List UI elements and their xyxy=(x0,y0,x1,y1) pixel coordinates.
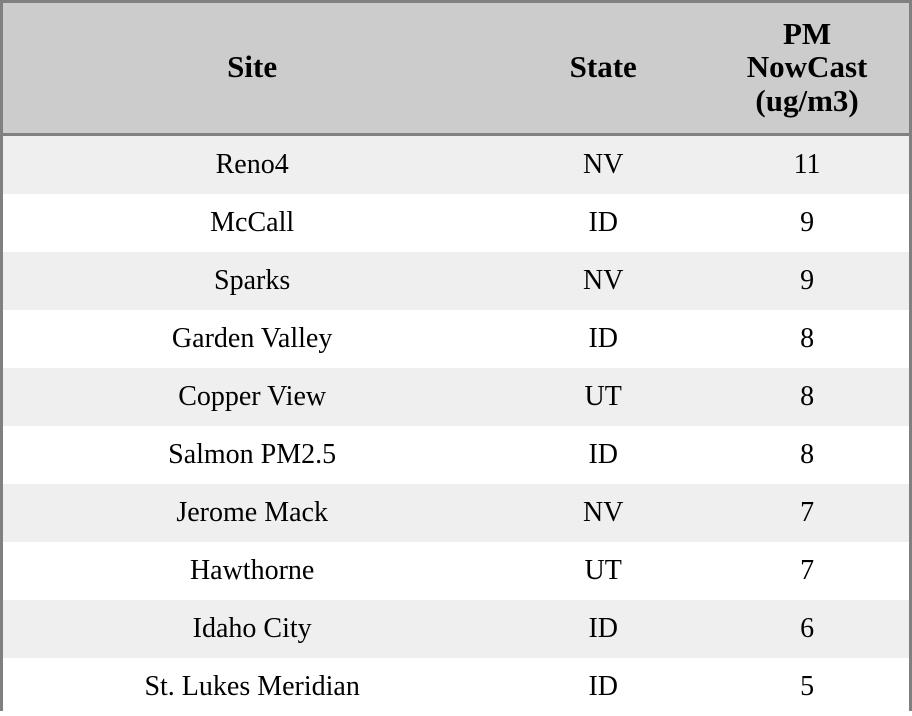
cell-site: Reno4 xyxy=(3,135,501,195)
cell-value: 7 xyxy=(705,542,909,600)
column-header-pm-nowcast xyxy=(705,3,909,135)
table-row xyxy=(3,135,909,195)
column-header-site-line-1: Site xyxy=(9,50,495,83)
cell-value: 8 xyxy=(705,426,909,484)
column-header-pm-nowcast-line-3: (ug/m3) xyxy=(711,84,903,117)
cell-value: 11 xyxy=(705,135,909,195)
column-header-state-line-1: State xyxy=(507,50,699,83)
cell-state: NV xyxy=(501,484,705,542)
table-row xyxy=(3,484,909,542)
cell-state: ID xyxy=(501,600,705,658)
cell-site: Hawthorne xyxy=(3,542,501,600)
cell-state: ID xyxy=(501,658,705,716)
cell-site: St. Lukes Meridian xyxy=(3,658,501,716)
cell-site: McCall xyxy=(3,194,501,252)
cell-value: 6 xyxy=(705,600,909,658)
table-row xyxy=(3,542,909,600)
table-row xyxy=(3,252,909,310)
table-row xyxy=(3,600,909,658)
cell-value: 8 xyxy=(705,368,909,426)
column-header-site xyxy=(3,3,501,135)
cell-site: Garden Valley xyxy=(3,310,501,368)
table-body xyxy=(3,135,909,716)
table-header xyxy=(3,3,909,135)
cell-value: 7 xyxy=(705,484,909,542)
cell-state: ID xyxy=(501,310,705,368)
table-row xyxy=(3,194,909,252)
cell-state: ID xyxy=(501,426,705,484)
column-header-state xyxy=(501,3,705,135)
table-row xyxy=(3,368,909,426)
cell-site: Copper View xyxy=(3,368,501,426)
cell-site: Jerome Mack xyxy=(3,484,501,542)
table-row xyxy=(3,658,909,716)
cell-state: UT xyxy=(501,542,705,600)
cell-value: 5 xyxy=(705,658,909,716)
pm-nowcast-table xyxy=(3,3,909,716)
cell-site: Idaho City xyxy=(3,600,501,658)
cell-state: UT xyxy=(501,368,705,426)
column-header-pm-nowcast-line-1: PM xyxy=(711,17,903,50)
cell-value: 9 xyxy=(705,194,909,252)
cell-value: 9 xyxy=(705,252,909,310)
cell-state: NV xyxy=(501,135,705,195)
table-row xyxy=(3,310,909,368)
cell-site: Sparks xyxy=(3,252,501,310)
cell-state: NV xyxy=(501,252,705,310)
table-row xyxy=(3,426,909,484)
column-header-pm-nowcast-line-2: NowCast xyxy=(711,50,903,83)
table-header-row xyxy=(3,3,909,135)
cell-value: 8 xyxy=(705,310,909,368)
cell-state: ID xyxy=(501,194,705,252)
cell-site: Salmon PM2.5 xyxy=(3,426,501,484)
